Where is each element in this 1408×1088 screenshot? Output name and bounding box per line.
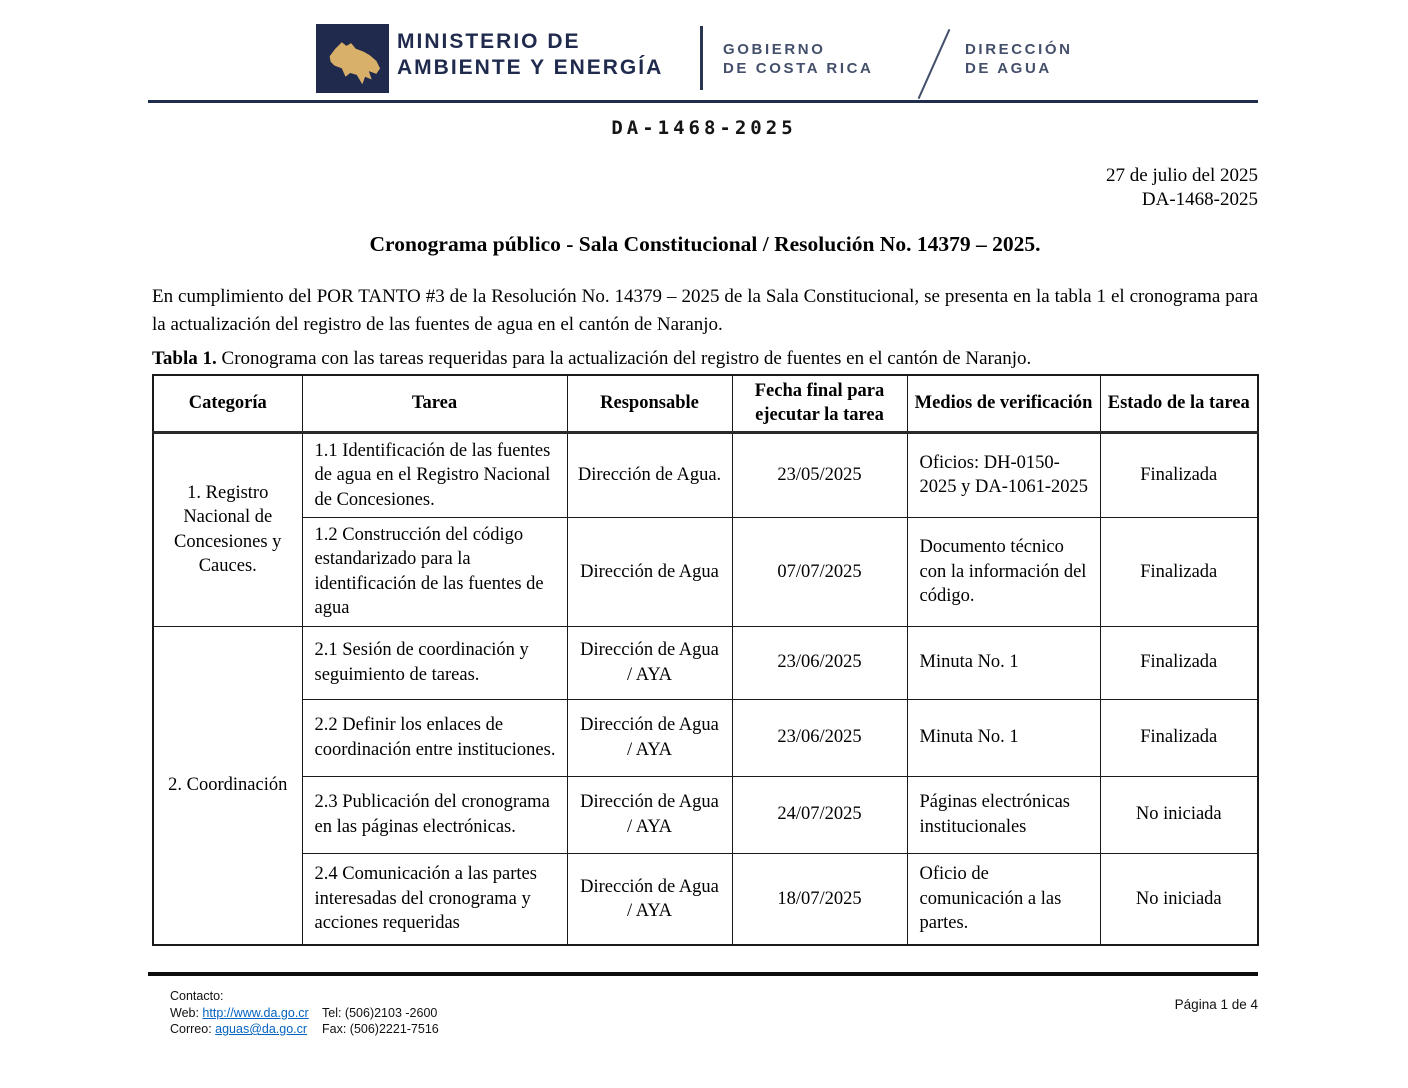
table-caption	[152, 348, 1258, 370]
cell-fecha: 23/06/2025	[732, 626, 907, 699]
table-row	[153, 626, 1258, 699]
table-header-row	[153, 375, 1258, 432]
col-header-medios: Medios de verificación	[907, 375, 1100, 432]
document-date: 27 de julio del 2025	[1106, 165, 1258, 186]
cell-estado: Finalizada	[1100, 626, 1258, 699]
contact-correo-row	[170, 1021, 439, 1038]
cell-medios: Minuta No. 1	[907, 699, 1100, 776]
cell-tarea: 2.1 Sesión de coordinación y seguimiento de tareas.	[302, 626, 567, 699]
cell-fecha: 24/07/2025	[732, 776, 907, 853]
cell-medios: Documento técnico con la información del código.	[907, 518, 1100, 627]
schedule-table	[152, 374, 1259, 946]
minae-logo	[316, 24, 389, 93]
table-row	[153, 518, 1258, 627]
email-link[interactable]: aguas@da.go.cr	[215, 1022, 308, 1036]
page-number: Página 1 de 4	[1174, 997, 1258, 1012]
ministry-name-line1: MINISTERIO DE	[397, 30, 581, 53]
cell-fecha: 18/07/2025	[732, 853, 907, 945]
cell-categoria-1: 1. Registro Nacional de Concesiones y Cauces.	[153, 432, 302, 626]
cell-medios: Páginas electrónicas institucionales	[907, 776, 1100, 853]
cell-responsable: Dirección de Agua / AYA	[567, 853, 732, 945]
table-row	[153, 432, 1258, 517]
slash-divider	[918, 29, 951, 99]
cell-tarea: 2.2 Definir los enlaces de coordinación entre instituciones.	[302, 699, 567, 776]
table-row	[153, 776, 1258, 853]
cell-responsable: Dirección de Agua / AYA	[567, 626, 732, 699]
ministry-name-line2: AMBIENTE Y ENERGÍA	[397, 56, 664, 79]
document-reference: DA-1468-2025	[1141, 189, 1258, 210]
contact-web	[170, 1005, 322, 1022]
cell-medios: Oficios: DH-0150-2025 y DA-1061-2025	[907, 432, 1100, 517]
contact-web-row	[170, 1005, 439, 1022]
col-header-estado: Estado de la tarea	[1100, 375, 1258, 432]
date-block	[1106, 164, 1258, 212]
page-title: Cronograma público - Sala Constitucional / Resolución No. 14379 – 2025.	[369, 232, 1041, 256]
table-caption-text: Cronograma con las tareas requeridas para la actualización del registro de fuentes en el cantón de Naranjo.	[216, 348, 1032, 369]
contact-block	[170, 988, 439, 1038]
cell-fecha: 07/07/2025	[732, 518, 907, 627]
contact-label: Contacto:	[170, 989, 224, 1003]
gobierno-line1: GOBIERNO	[723, 41, 826, 58]
direccion-label	[965, 40, 1073, 78]
cell-estado: Finalizada	[1100, 432, 1258, 517]
cell-responsable: Dirección de Agua / AYA	[567, 699, 732, 776]
cell-estado: Finalizada	[1100, 699, 1258, 776]
col-header-categoria: Categoría	[153, 375, 302, 432]
cell-fecha: 23/06/2025	[732, 699, 907, 776]
cell-estado: No iniciada	[1100, 853, 1258, 945]
contact-tel: Tel: (506)2103 -2600	[322, 1005, 438, 1020]
direccion-line1: DIRECCIÓN	[965, 41, 1073, 58]
cell-tarea: 2.3 Publicación del cronograma en las páginas electrónicas.	[302, 776, 567, 853]
intro-paragraph: En cumplimiento del POR TANTO #3 de la Resolución No. 14379 – 2025 de la Sala Constitucional, se presenta en la tabla 1 el cronograma para la actualización del registro de las fuentes de agua en el cantón de Naranjo.	[152, 286, 1258, 335]
table-caption-label: Tabla 1.	[152, 348, 217, 369]
vertical-divider	[700, 26, 703, 90]
direccion-line2: DE AGUA	[965, 60, 1052, 77]
col-header-tarea: Tarea	[302, 375, 567, 432]
cell-fecha: 23/05/2025	[732, 432, 907, 517]
cell-estado: Finalizada	[1100, 518, 1258, 627]
cell-tarea: 2.4 Comunicación a las partes interesadas del cronograma y acciones requeridas	[302, 853, 567, 945]
ministry-name	[397, 29, 663, 81]
web-label: Web:	[170, 1005, 203, 1020]
correo-label: Correo:	[170, 1022, 216, 1036]
cell-medios: Minuta No. 1	[907, 626, 1100, 699]
gobierno-label	[723, 40, 873, 78]
cell-estado: No iniciada	[1100, 776, 1258, 853]
cell-responsable: Dirección de Agua / AYA	[567, 776, 732, 853]
gobierno-line2: DE COSTA RICA	[723, 60, 874, 77]
cell-tarea: 1.1 Identificación de las fuentes de agua en el Registro Nacional de Concesiones.	[302, 432, 567, 517]
web-link[interactable]: http://www.da.go.cr	[202, 1005, 309, 1020]
cell-responsable: Dirección de Agua	[567, 518, 732, 627]
header-rule	[148, 100, 1258, 103]
doc-code-header: DA-1468-2025	[611, 117, 797, 139]
col-header-responsable: Responsable	[567, 375, 732, 432]
cell-responsable: Dirección de Agua.	[567, 432, 732, 517]
footer-rule	[148, 972, 1258, 976]
table-row	[153, 699, 1258, 776]
costa-rica-map-icon	[322, 31, 384, 87]
cell-tarea: 1.2 Construcción del código estandarizado para la identificación de las fuentes de agua	[302, 518, 567, 627]
col-header-fecha: Fecha final para ejecutar la tarea	[732, 375, 907, 432]
table-row	[153, 853, 1258, 945]
contact-correo	[170, 1021, 322, 1038]
contact-fax: Fax: (506)2221-7516	[322, 1022, 439, 1036]
cell-medios: Oficio de comunicación a las partes.	[907, 853, 1100, 945]
cell-categoria-2: 2. Coordinación	[153, 626, 302, 945]
